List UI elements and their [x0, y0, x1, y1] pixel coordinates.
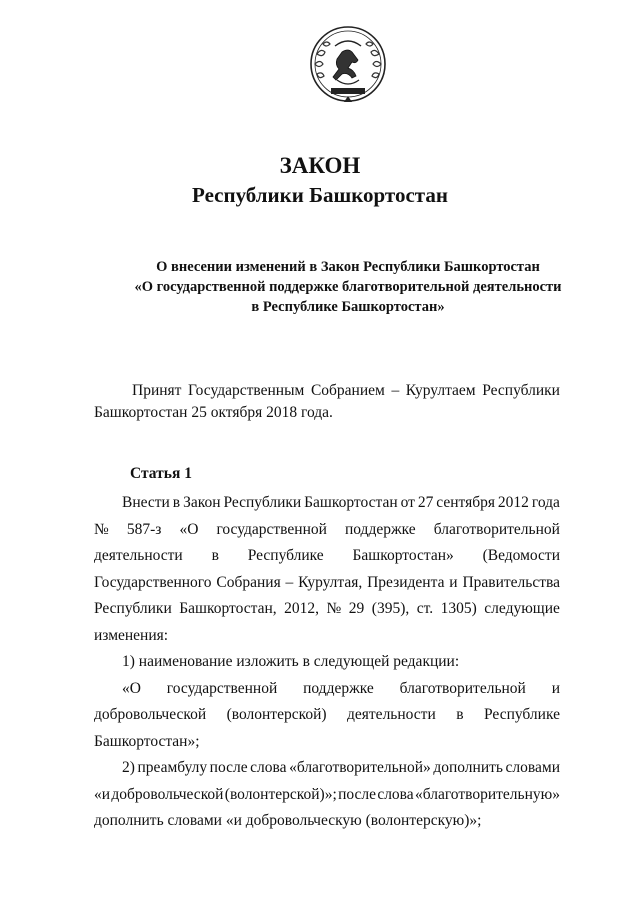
word: поддержке [303, 679, 374, 697]
word: 2012 [497, 494, 529, 511]
word: Республики [94, 600, 172, 617]
word: Закон [183, 494, 221, 511]
word: Республики [223, 494, 302, 511]
word: Президента [367, 573, 445, 591]
word: – [391, 382, 400, 399]
word: Башкортостан»; [94, 732, 200, 750]
word: благотворительной [399, 679, 526, 697]
word: слова [250, 759, 287, 776]
adoption-statement [94, 380, 560, 424]
article-text-line [94, 808, 560, 835]
article-text-line [94, 782, 560, 809]
article-text-line [94, 702, 560, 729]
law-name-line: в Республике Башкортостан» [251, 299, 445, 315]
word: государственной [216, 520, 327, 538]
law-title: ЗАКОН [279, 153, 361, 178]
word: в [211, 547, 219, 564]
word: – [285, 573, 294, 591]
word: Республике [247, 547, 324, 564]
article-heading: Статья 1 [130, 465, 192, 482]
article-text-line [94, 755, 560, 782]
word: № [326, 600, 342, 617]
word: Государственного [94, 573, 212, 591]
word: Принят [132, 382, 182, 399]
word: следующие [484, 600, 560, 617]
word: деятельности [94, 547, 183, 564]
law-name-heading [80, 257, 616, 317]
article-body [94, 490, 560, 835]
word: 2) [122, 759, 135, 776]
word: (волонтерской)»; [224, 785, 337, 803]
word: Курултая, [298, 573, 363, 591]
word: благотворительной [433, 520, 560, 538]
article-text-line [94, 729, 560, 756]
article-text-line [94, 676, 560, 703]
word: словами [505, 759, 560, 776]
word: добровольческой [111, 785, 224, 803]
law-name-line: «О государственной поддержке благотворительной деятельности [134, 279, 562, 295]
word: «О [122, 679, 141, 697]
word: (395), [371, 600, 410, 617]
word: Собранием [310, 382, 385, 399]
word: Республики [482, 382, 560, 399]
word: 587-з [126, 520, 162, 538]
word: 2012, [284, 600, 319, 617]
word: Внести [122, 494, 170, 511]
word: Правительства [462, 573, 560, 591]
word: (волонтерской) [226, 706, 327, 723]
word: года [531, 494, 560, 511]
word: и [551, 679, 560, 697]
coat-of-arms-emblem-icon [307, 24, 389, 110]
word: дополнить словами «и добровольческую (волонтерскую)»; [94, 812, 482, 829]
article-text-line [94, 570, 560, 597]
word: «О [179, 520, 199, 538]
word: № [94, 520, 109, 538]
word: деятельности [347, 706, 436, 723]
word: Курултаем [405, 382, 476, 399]
law-name-line: О внесении изменений в Закон Республики Башкортостан [156, 259, 540, 275]
article-text-line [94, 517, 560, 544]
word: Государственным [188, 382, 305, 399]
word: 27 [417, 494, 434, 511]
article-text-line [94, 490, 560, 517]
article-text-line [94, 543, 560, 570]
word: в [172, 494, 181, 511]
word: ст. [416, 600, 434, 617]
law-subtitle: Республики Башкортостан [192, 183, 448, 207]
word: государственной [166, 679, 278, 697]
word: Собрания [216, 573, 281, 591]
word: «благотворительную» [414, 785, 560, 803]
word: Башкортостан [304, 494, 398, 511]
article-text-line [94, 623, 560, 650]
word: (Ведомости [482, 547, 560, 564]
word: 1) наименование изложить в следующей редакции: [122, 653, 460, 670]
adoption-line: Башкортостан 25 октября 2018 года. [94, 404, 333, 421]
word: добровольческой [94, 706, 207, 723]
word: от [400, 494, 415, 511]
word: после [338, 785, 377, 803]
adoption-line [94, 380, 560, 402]
word: и [449, 573, 458, 591]
word: «благотворительной» [289, 759, 431, 776]
word: «и [94, 785, 111, 803]
word: изменения: [94, 626, 169, 644]
word: дополнить [433, 759, 503, 776]
word: 29 [348, 600, 365, 617]
article-text-line [94, 596, 560, 623]
word: в [456, 706, 464, 723]
word: 1305) [440, 600, 477, 617]
word: сентября [436, 494, 495, 511]
word: преамбулу [137, 759, 208, 776]
word: Башкортостан» [352, 547, 454, 564]
word: слова [377, 785, 414, 803]
article-text-line [94, 649, 560, 676]
word: Республике [484, 706, 560, 723]
word: Башкортостан, [179, 600, 277, 617]
word: поддержке [344, 520, 416, 538]
word: после [209, 759, 248, 776]
